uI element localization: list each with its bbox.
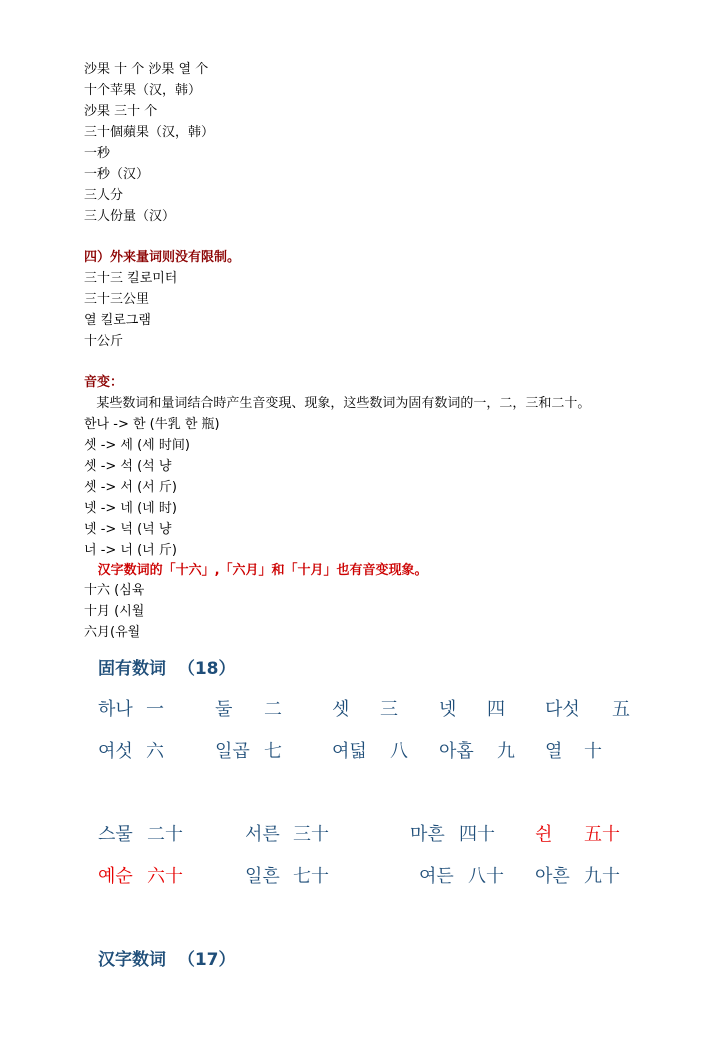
numeral-korean: 마흔 — [410, 824, 445, 845]
text-line: 沙果 十 个 沙果 열 个 — [84, 62, 209, 77]
text-line: 十六 (심육 — [84, 583, 145, 598]
text-line: 넷 -> 네 (네 时) — [84, 501, 177, 516]
numeral-hanja: 八 — [390, 741, 408, 762]
numeral-hanja: 三 — [380, 699, 398, 720]
text-line: 三人分 — [84, 188, 124, 203]
text-line: 十公斤 — [84, 334, 124, 349]
numeral-hanja: 八十 — [468, 866, 504, 887]
numeral-hanja: 九十 — [584, 866, 620, 887]
text-line: 열 킬로그램 — [84, 313, 151, 328]
numeral-korean: 둘 — [215, 699, 233, 720]
text-line: 셋 -> 석 (석 냥 — [84, 459, 172, 474]
numeral-hanja: 六 — [146, 741, 164, 762]
numeral-hanja-highlight: 五十 — [584, 824, 620, 845]
numeral-korean: 아홉 — [439, 741, 474, 762]
numeral-hanja: 二 — [264, 699, 282, 720]
text-line: 沙果 三十 个 — [84, 104, 158, 119]
numeral-hanja: 五 — [612, 699, 630, 720]
numeral-korean: 아흔 — [535, 866, 570, 887]
text-line: 한나 -> 한 (牛乳 한 瓶) — [84, 417, 220, 432]
numeral-hanja: 十 — [584, 741, 602, 762]
numeral-korean: 여든 — [419, 866, 454, 887]
text-line: 三十三 킬로미터 — [84, 271, 178, 286]
numeral-hanja-highlight: 六十 — [147, 866, 183, 887]
text-line: 三人份量（汉） — [84, 209, 176, 224]
numeral-hanja: 三十 — [293, 824, 329, 845]
note-line: 汉字数词的「十六」,「六月」和「十月」也有音变现象。 — [84, 563, 428, 578]
text-line: 三十個蘋果（汉，韩） — [84, 125, 215, 140]
text-line: 一秒 — [84, 146, 111, 161]
numeral-hanja: 七十 — [293, 866, 329, 887]
numeral-hanja: 一 — [146, 699, 164, 720]
numeral-korean: 셋 — [332, 699, 350, 720]
numeral-korean: 스물 — [98, 824, 133, 845]
numeral-hanja: 九 — [497, 741, 515, 762]
text-line: 셋 -> 세 (세 时间) — [84, 438, 190, 453]
intro-paragraph: 某些数词和量词结合時产生音变現、现象，这些数词为固有数词的一，二，三和二十。 — [84, 396, 591, 411]
numeral-hanja: 七 — [264, 741, 282, 762]
numeral-korean-highlight: 쉰 — [535, 824, 553, 845]
numeral-korean: 다섯 — [545, 699, 580, 720]
numeral-hanja: 二十 — [147, 824, 183, 845]
numeral-korean: 여덟 — [332, 741, 367, 762]
section-heading: 音变： — [84, 375, 124, 390]
numeral-korean: 일흔 — [245, 866, 280, 887]
section-heading: 四）外来量词则没有限制。 — [84, 250, 241, 265]
numeral-hanja: 四 — [487, 699, 505, 720]
numeral-korean: 넷 — [439, 699, 457, 720]
text-line: 十月 (시월 — [84, 604, 145, 619]
numeral-korean: 여섯 — [98, 741, 133, 762]
numeral-korean: 일곱 — [215, 741, 250, 762]
text-line: 三十三公里 — [84, 292, 150, 307]
numeral-korean-highlight: 예순 — [98, 866, 133, 887]
numeral-korean: 열 — [545, 741, 563, 762]
text-line: 넷 -> 넉 (넉 냥 — [84, 522, 172, 537]
numeral-hanja: 四十 — [459, 824, 495, 845]
text-line: 十个苹果（汉，韩） — [84, 83, 202, 98]
text-line: 너 -> 너 (너 斤) — [84, 543, 177, 558]
numeral-korean: 서른 — [245, 824, 280, 845]
text-line: 六月(유월 — [84, 625, 141, 640]
text-line: 一秒（汉） — [84, 167, 150, 182]
text-line: 셋 -> 서 (서 斤) — [84, 480, 177, 495]
native-numerals-title: 固有数词 （18） — [98, 659, 236, 679]
numeral-korean: 하나 — [98, 699, 133, 720]
sino-numerals-title: 汉字数词 （17） — [98, 950, 236, 970]
